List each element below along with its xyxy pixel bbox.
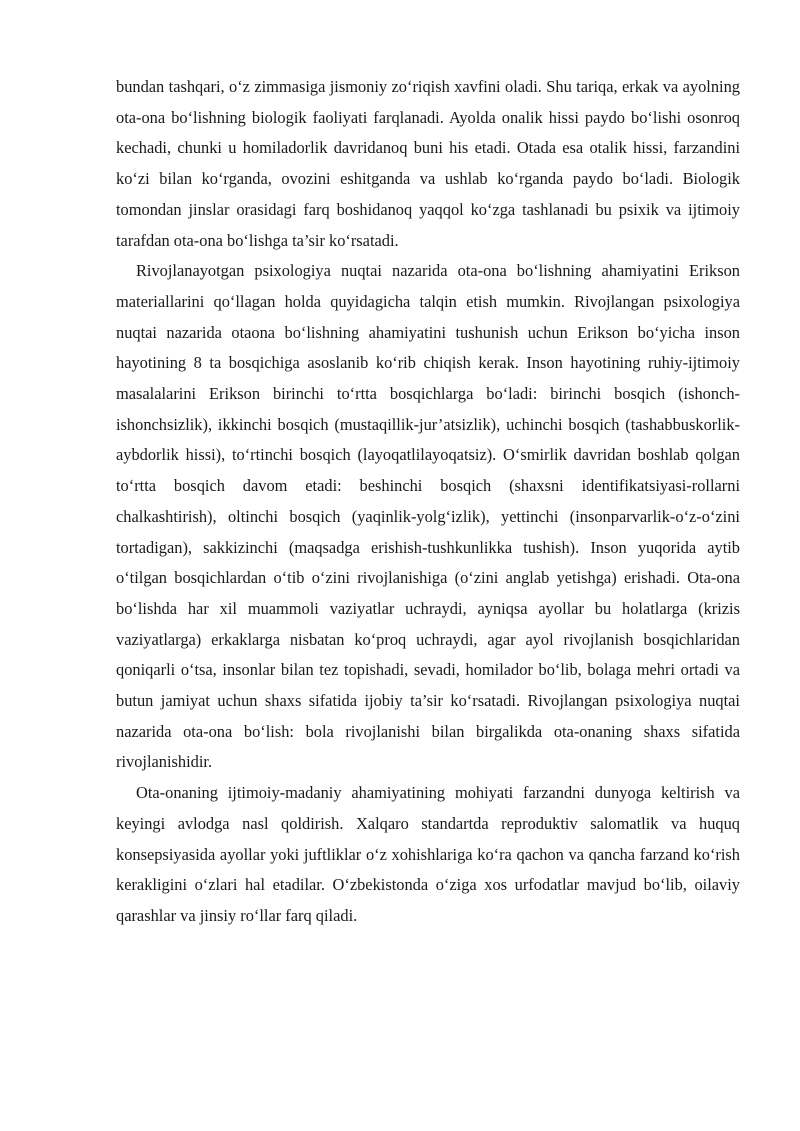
- paragraph-continuation: bundan tashqari, o‘z zimmasiga jismoniy zo‘riqish xavfini oladi. Shu tariqa, erkak va ayolning ota-ona bo‘lishning biologik faoliyati farqlanadi. Ayolda onalik hissi paydo bo‘lishi osonroq kechadi, chunki u homiladorlik davridanoq buni his etadi. Otada esa otalik hissi, farzandini ko‘zi bilan ko‘rganda, ovozini eshitganda va ushlab ko‘rganda paydo bo‘ladi. Biologik tomondan jinslar orasidagi farq boshidanoq yaqqol ko‘zga tashlanadi bu psixik va ijtimoiy tarafdan ota-ona bo‘lishga ta’sir ko‘rsatadi.: [116, 77, 740, 250]
- paragraph-sociocultural: Ota-onaning ijtimoiy-madaniy ahamiyatining mohiyati farzandni dunyoga keltirish va keyingi avlodga nasl qoldirish. Xalqaro standartda reproduktiv salomatlik va huquq konsepsiyasida ayollar yoki juftliklar o‘z xohishlariga ko‘ra qachon va qancha farzand ko‘rish kerakligini o‘zlari hal etadilar. O‘zbekistonda o‘ziga xos urfodatlar mavjud bo‘lib, oilaviy qarashlar va jinsiy ro‘llar farq qiladi.: [116, 783, 740, 925]
- paragraph-erikson-stages: Rivojlanayotgan psixologiya nuqtai nazarida ota-ona bo‘lishning ahamiyatini Erikson materiallarini qo‘llagan holda quyidagicha talqin etish mumkin. Rivojlangan psixologiya nuqtai nazarida otaona bo‘lishning ahamiyatini tushunish uchun Erikson bo‘yicha inson hayotining 8 ta bosqichiga asoslanib ko‘rib chiqish kerak. Inson hayotining ruhiy-ijtimoiy masalalarini Erikson birinchi to‘rtta bosqichlarga bo‘ladi: birinchi bosqich (ishonch-ishonchsizlik), ikkinchi bosqich (mustaqillik-jur’atsizlik), uchinchi bosqich (tashabbuskorlik-aybdorlik hissi), to‘rtinchi bosqich (layoqatlilayoqatsiz). O‘smirlik davridan boshlab qolgan to‘rtta bosqich davom etadi: beshinchi bosqich (shaxsni identifikatsiyasi-rollarni chalkashtirish), oltinchi bosqich (yaqinlik-yolg‘izlik), yettinchi (insonparvarlik-o‘z-o‘zini tortadigan), sakkizinchi (maqsadga erishish-tushkunlikka tushish). Inson yuqorida aytib o‘tilgan bosqichlardan o‘tib o‘zini rivojlanishiga (o‘zini anglab yetishga) erishadi. Ota-ona bo‘lishda har xil muammoli vaziyatlar uchraydi, ayniqsa ayollar bu holatlarga (krizis vaziyatlarga) erkaklarga nisbatan ko‘proq uchraydi, agar ayol rivojlanish bosqichlaridan qoniqarli o‘tsa, insonlar bilan tez topishadi, sevadi, homilador bo‘lib, bolaga mehri ortadi va butun jamiyat uchun shaxs sifatida ijobiy ta’sir ko‘rsatadi. Rivojlangan psixologiya nuqtai nazarida ota-ona bo‘lish: bola rivojlanishi bilan birgalikda ota-onaning shaxs sifatida rivojlanishidir.: [116, 261, 740, 772]
- document-page: [116, 72, 740, 932]
